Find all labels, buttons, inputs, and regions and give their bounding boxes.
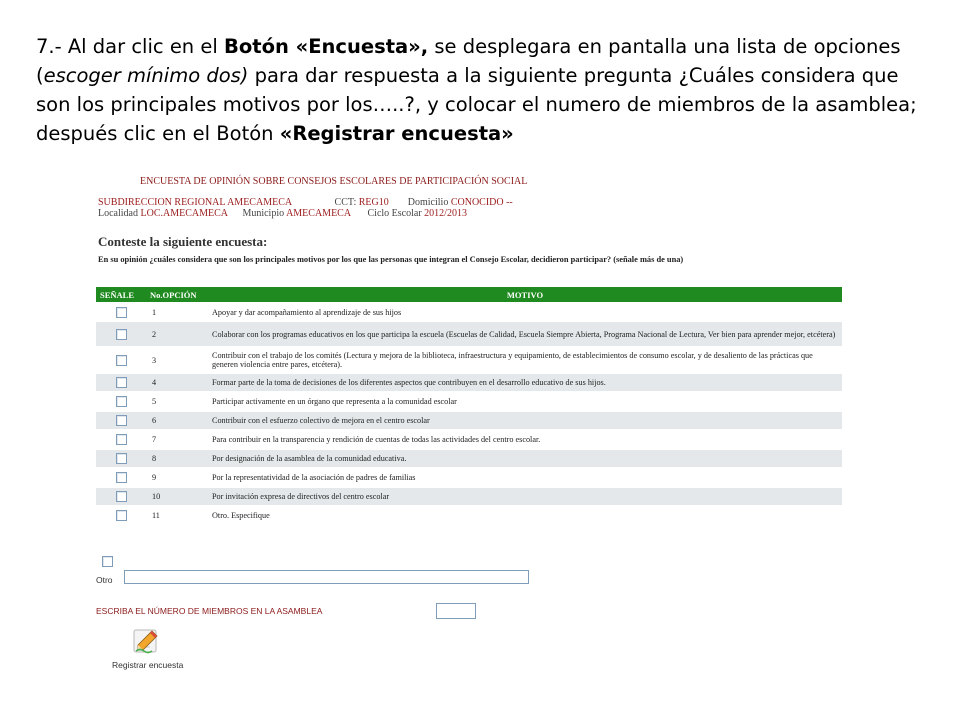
- table-row: [96, 412, 842, 429]
- school-info-line-1: [98, 197, 513, 208]
- option-number: 9: [146, 469, 208, 486]
- table-row: [96, 322, 842, 346]
- localidad-value: LOC.AMECAMECA: [140, 208, 228, 219]
- col-motivo: MOTIVO: [208, 287, 842, 302]
- table-row: [96, 469, 842, 486]
- table-row: [96, 348, 842, 372]
- option-number: 5: [146, 393, 208, 410]
- table-header: [96, 287, 842, 302]
- survey-question: En su opinión ¿cuáles considera que son los principales motivos por los que las personas que integran el Consejo Escolar, decidieron participar? (señale más de una): [98, 255, 684, 264]
- intro-part-3: para dar respuesta a la siguiente pregunta ¿Cuáles considera que son los principales motivos por los…..?, y colocar el numero de miembros de la asamblea; después clic en el Botón: [36, 64, 917, 145]
- option-number: 10: [146, 488, 208, 505]
- option-number: 6: [146, 412, 208, 429]
- option-number: 11: [146, 507, 208, 524]
- col-numero: No.OPCIÓN: [146, 287, 208, 302]
- otro-checkbox[interactable]: [102, 556, 113, 567]
- survey-heading: Conteste la siguiente encuesta:: [98, 234, 268, 249]
- option-text: Por invitación expresa de directivos del centro escolar: [208, 488, 842, 505]
- option-number: 3: [146, 348, 208, 372]
- table-row: [96, 393, 842, 410]
- col-senale: SEÑALE: [96, 287, 146, 302]
- domicilio-value: CONOCIDO --: [450, 197, 513, 208]
- option-text: Otro. Especifique: [208, 507, 842, 524]
- option-checkbox[interactable]: [116, 355, 127, 366]
- municipio-label: Municipio: [242, 208, 285, 219]
- domicilio-label: Domicilio: [407, 197, 449, 208]
- table-row: [96, 507, 842, 524]
- intro-part-1: 7.- Al dar clic en el: [36, 35, 224, 58]
- subdireccion: SUBDIRECCION REGIONAL AMECAMECA: [98, 197, 292, 208]
- option-checkbox[interactable]: [116, 415, 127, 426]
- option-number: 2: [146, 322, 208, 346]
- ciclo-label: Ciclo Escolar: [367, 208, 422, 219]
- option-checkbox[interactable]: [116, 377, 127, 388]
- option-checkbox[interactable]: [116, 510, 127, 521]
- cct-label: CCT:: [334, 197, 357, 208]
- option-text: Participar activamente en un órgano que representa a la comunidad escolar: [208, 393, 842, 410]
- options-table: [96, 285, 842, 526]
- option-checkbox[interactable]: [116, 472, 127, 483]
- ciclo-value: 2012/2013: [424, 208, 467, 219]
- intro-italic-minimo: escoger mínimo dos): [43, 64, 249, 87]
- option-checkbox[interactable]: [116, 434, 127, 445]
- otro-input[interactable]: [124, 570, 529, 584]
- table-row: [96, 431, 842, 448]
- option-number: 4: [146, 374, 208, 391]
- table-row: [96, 488, 842, 505]
- members-input[interactable]: [436, 603, 476, 619]
- option-checkbox[interactable]: [116, 491, 127, 502]
- municipio-value: AMECAMECA: [286, 208, 351, 219]
- option-text: Por designación de la asamblea de la comunidad educativa.: [208, 450, 842, 467]
- option-checkbox[interactable]: [116, 396, 127, 407]
- option-text: Contribuir con el trabajo de los comités (Lectura y mejora de la biblioteca, infraestructura y equipamiento, de establecimientos de consumo escolar, y de desaliento de las prácticas que generen violencia entre pares, etcétera).: [208, 348, 842, 372]
- cct-value: REG10: [358, 197, 389, 208]
- option-number: 8: [146, 450, 208, 467]
- option-checkbox[interactable]: [116, 329, 127, 340]
- survey-title: ENCUESTA DE OPINIÓN SOBRE CONSEJOS ESCOLARES DE PARTICIPACIÓN SOCIAL: [140, 176, 528, 187]
- table-row: [96, 374, 842, 391]
- option-number: 1: [146, 304, 208, 320]
- option-text: Colaborar con los programas educativos en los que participa la escuela (Escuelas de Calidad, Escuela Siempre Abierta, Programa Nacional de Lectura, Ver bien para aprender mejor, etcétera): [208, 322, 842, 346]
- option-text: Apoyar y dar acompañamiento al aprendizaje de sus hijos: [208, 304, 842, 320]
- option-text: Contribuir con el esfuerzo colectivo de mejora en el centro escolar: [208, 412, 842, 429]
- intro-bold-encuesta: Botón «Encuesta»,: [223, 35, 429, 58]
- school-info-line-2: [98, 208, 467, 219]
- option-text: Formar parte de la toma de decisiones de los diferentes aspectos que contribuyen en el desarrollo educativo de sus hijos.: [208, 374, 842, 391]
- table-row: [96, 450, 842, 467]
- pencil-edit-icon: [132, 627, 160, 655]
- option-number: 7: [146, 431, 208, 448]
- option-checkbox[interactable]: [116, 453, 127, 464]
- instruction-text: [36, 32, 936, 148]
- register-survey-button[interactable]: [110, 625, 200, 675]
- register-survey-label: Registrar encuesta: [112, 660, 184, 670]
- table-row: [96, 304, 842, 320]
- intro-bold-registrar: «Registrar encuesta»: [279, 122, 514, 145]
- option-text: Por la representatividad de la asociación de padres de familias: [208, 469, 842, 486]
- option-checkbox[interactable]: [116, 307, 127, 318]
- option-text: Para contribuir en la transparencia y rendición de cuentas de todas las actividades del centro escolar.: [208, 431, 842, 448]
- localidad-label: Localidad: [98, 208, 138, 219]
- intro-part-2: se desplegara en pantalla una lista de opciones (: [36, 35, 901, 87]
- members-label: ESCRIBA EL NÚMERO DE MIEMBROS EN LA ASAMBLEA: [96, 606, 323, 616]
- otro-label: Otro: [96, 575, 113, 585]
